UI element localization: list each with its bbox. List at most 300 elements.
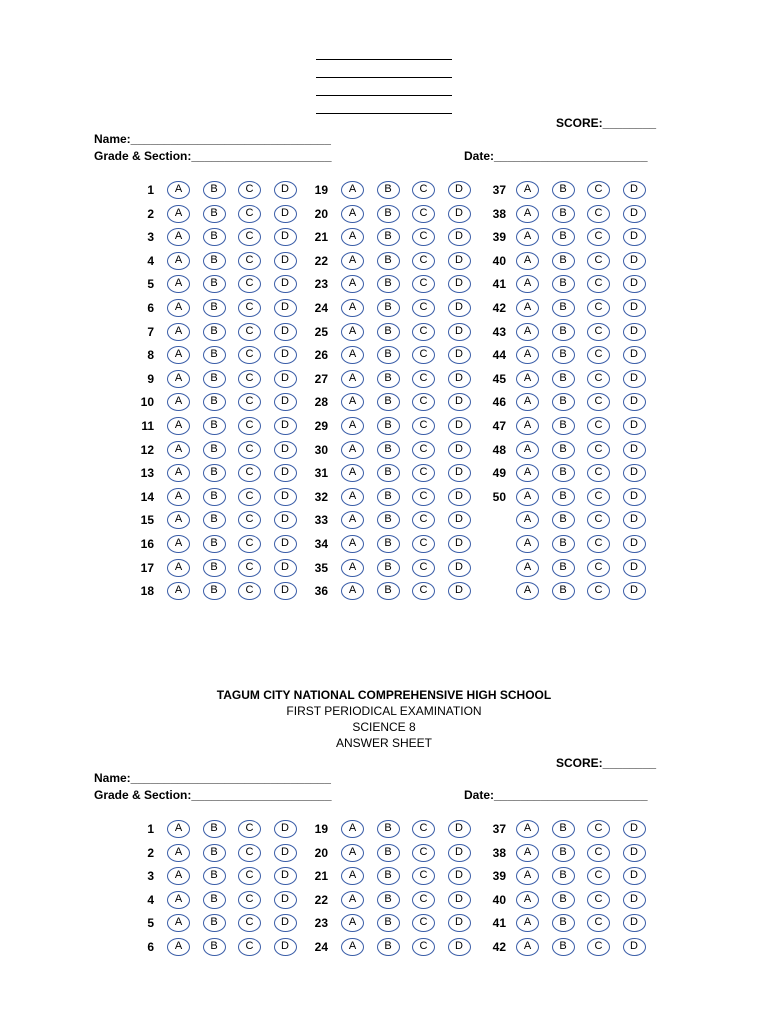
- answer-bubble-b[interactable]: B: [377, 417, 400, 435]
- answer-bubble-b[interactable]: B: [377, 891, 400, 909]
- answer-bubble-a[interactable]: A: [341, 464, 364, 482]
- answer-bubble-d[interactable]: D: [623, 299, 646, 317]
- answer-bubble-d[interactable]: D: [448, 820, 471, 838]
- answer-bubble-a[interactable]: A: [167, 559, 190, 577]
- question-number: 11: [141, 419, 154, 433]
- answer-bubble-b[interactable]: B: [203, 370, 226, 388]
- answer-bubble-d[interactable]: D: [623, 441, 646, 459]
- answer-bubble-d[interactable]: D: [274, 299, 297, 317]
- answer-bubble-d[interactable]: D: [448, 275, 471, 293]
- answer-bubble-a[interactable]: A: [341, 275, 364, 293]
- answer-bubble-d[interactable]: D: [448, 205, 471, 223]
- answer-bubble-a[interactable]: A: [516, 275, 539, 293]
- answer-bubble-c[interactable]: C: [238, 393, 261, 411]
- answer-bubble-d[interactable]: D: [448, 867, 471, 885]
- answer-bubble-b[interactable]: B: [377, 205, 400, 223]
- answer-bubble-d[interactable]: D: [448, 844, 471, 862]
- answer-bubble-c[interactable]: C: [587, 181, 610, 199]
- answer-bubble-d[interactable]: D: [274, 844, 297, 862]
- answer-bubble-c[interactable]: C: [412, 511, 435, 529]
- answer-bubble-a[interactable]: A: [341, 252, 364, 270]
- name-field[interactable]: Name:______________________________: [94, 771, 331, 785]
- grade-section-field[interactable]: Grade & Section:_____________________: [94, 788, 332, 802]
- answer-bubble-c[interactable]: C: [587, 511, 610, 529]
- answer-bubble-a[interactable]: A: [167, 323, 190, 341]
- answer-bubble-d[interactable]: D: [623, 393, 646, 411]
- answer-bubble-b[interactable]: B: [203, 346, 226, 364]
- answer-bubble-c[interactable]: C: [238, 559, 261, 577]
- answer-bubble-d[interactable]: D: [274, 914, 297, 932]
- score-field[interactable]: SCORE:________: [556, 116, 657, 130]
- answer-bubble-c[interactable]: C: [587, 559, 610, 577]
- answer-bubble-c[interactable]: C: [587, 205, 610, 223]
- answer-bubble-a[interactable]: A: [516, 891, 539, 909]
- answer-bubble-b[interactable]: B: [203, 393, 226, 411]
- answer-bubble-c[interactable]: C: [238, 535, 261, 553]
- answer-bubble-a[interactable]: A: [341, 511, 364, 529]
- answer-bubble-b[interactable]: B: [203, 299, 226, 317]
- answer-bubble-a[interactable]: A: [341, 181, 364, 199]
- answer-bubble-b[interactable]: B: [203, 323, 226, 341]
- answer-bubble-d[interactable]: D: [274, 867, 297, 885]
- answer-bubble-d[interactable]: D: [623, 252, 646, 270]
- answer-bubble-c[interactable]: C: [238, 867, 261, 885]
- answer-bubble-d[interactable]: D: [274, 417, 297, 435]
- name-field[interactable]: Name:______________________________: [94, 132, 331, 146]
- answer-bubble-c[interactable]: C: [587, 252, 610, 270]
- answer-bubble-c[interactable]: C: [238, 346, 261, 364]
- answer-bubble-b[interactable]: B: [377, 488, 400, 506]
- answer-bubble-c[interactable]: C: [412, 820, 435, 838]
- answer-bubble-d[interactable]: D: [448, 370, 471, 388]
- answer-bubble-b[interactable]: B: [377, 370, 400, 388]
- answer-bubble-b[interactable]: B: [377, 582, 400, 600]
- answer-bubble-a[interactable]: A: [516, 323, 539, 341]
- answer-bubble-d[interactable]: D: [623, 559, 646, 577]
- answer-bubble-a[interactable]: A: [167, 844, 190, 862]
- answer-bubble-b[interactable]: B: [203, 488, 226, 506]
- answer-bubble-b[interactable]: B: [552, 914, 575, 932]
- answer-bubble-a[interactable]: A: [516, 252, 539, 270]
- answer-bubble-d[interactable]: D: [274, 891, 297, 909]
- answer-bubble-c[interactable]: C: [238, 820, 261, 838]
- answer-bubble-b[interactable]: B: [552, 417, 575, 435]
- answer-bubble-b[interactable]: B: [203, 914, 226, 932]
- answer-bubble-b[interactable]: B: [377, 252, 400, 270]
- answer-bubble-c[interactable]: C: [238, 488, 261, 506]
- answer-bubble-a[interactable]: A: [516, 511, 539, 529]
- answer-bubble-a[interactable]: A: [516, 346, 539, 364]
- answer-bubble-d[interactable]: D: [448, 535, 471, 553]
- answer-bubble-b[interactable]: B: [552, 393, 575, 411]
- answer-bubble-a[interactable]: A: [341, 488, 364, 506]
- date-field[interactable]: Date:_______________________: [464, 788, 648, 802]
- answer-bubble-b[interactable]: B: [552, 299, 575, 317]
- answer-bubble-c[interactable]: C: [587, 275, 610, 293]
- answer-bubble-b[interactable]: B: [203, 891, 226, 909]
- answer-bubble-a[interactable]: A: [341, 582, 364, 600]
- answer-bubble-c[interactable]: C: [412, 938, 435, 956]
- answer-bubble-a[interactable]: A: [341, 891, 364, 909]
- answer-bubble-a[interactable]: A: [167, 464, 190, 482]
- answer-bubble-c[interactable]: C: [412, 181, 435, 199]
- answer-bubble-c[interactable]: C: [238, 844, 261, 862]
- answer-bubble-a[interactable]: A: [341, 559, 364, 577]
- answer-bubble-d[interactable]: D: [448, 441, 471, 459]
- answer-bubble-a[interactable]: A: [516, 370, 539, 388]
- answer-bubble-a[interactable]: A: [167, 441, 190, 459]
- answer-bubble-a[interactable]: A: [516, 205, 539, 223]
- answer-bubble-a[interactable]: A: [516, 820, 539, 838]
- answer-bubble-c[interactable]: C: [412, 914, 435, 932]
- answer-bubble-b[interactable]: B: [377, 844, 400, 862]
- answer-bubble-a[interactable]: A: [516, 181, 539, 199]
- answer-bubble-d[interactable]: D: [623, 844, 646, 862]
- answer-bubble-d[interactable]: D: [623, 275, 646, 293]
- answer-bubble-b[interactable]: B: [203, 205, 226, 223]
- answer-bubble-b[interactable]: B: [377, 393, 400, 411]
- answer-bubble-a[interactable]: A: [516, 228, 539, 246]
- answer-bubble-a[interactable]: A: [341, 867, 364, 885]
- answer-bubble-a[interactable]: A: [516, 914, 539, 932]
- answer-bubble-d[interactable]: D: [274, 464, 297, 482]
- answer-bubble-d[interactable]: D: [623, 417, 646, 435]
- answer-bubble-b[interactable]: B: [203, 181, 226, 199]
- answer-bubble-a[interactable]: A: [516, 417, 539, 435]
- question-number: 35: [314, 560, 328, 575]
- answer-bubble-a[interactable]: A: [167, 582, 190, 600]
- answer-bubble-d[interactable]: D: [274, 535, 297, 553]
- answer-bubble-b[interactable]: B: [203, 228, 226, 246]
- answer-bubble-c[interactable]: C: [412, 370, 435, 388]
- answer-bubble-d[interactable]: D: [448, 488, 471, 506]
- answer-bubble-d[interactable]: D: [448, 582, 471, 600]
- answer-bubble-a[interactable]: A: [516, 535, 539, 553]
- answer-bubble-b[interactable]: B: [377, 559, 400, 577]
- answer-bubble-c[interactable]: C: [412, 464, 435, 482]
- answer-bubble-d[interactable]: D: [448, 417, 471, 435]
- answer-bubble-a[interactable]: A: [516, 844, 539, 862]
- answer-bubble-c[interactable]: C: [587, 464, 610, 482]
- answer-bubble-d[interactable]: D: [274, 275, 297, 293]
- answer-bubble-b[interactable]: B: [377, 346, 400, 364]
- answer-bubble-a[interactable]: A: [167, 346, 190, 364]
- answer-bubble-c[interactable]: C: [238, 181, 261, 199]
- answer-bubble-b[interactable]: B: [552, 535, 575, 553]
- answer-bubble-b[interactable]: B: [552, 559, 575, 577]
- answer-bubble-d[interactable]: D: [623, 464, 646, 482]
- answer-bubble-d[interactable]: D: [448, 914, 471, 932]
- answer-bubble-d[interactable]: D: [448, 559, 471, 577]
- answer-bubble-c[interactable]: C: [587, 582, 610, 600]
- answer-bubble-b[interactable]: B: [203, 535, 226, 553]
- answer-bubble-d[interactable]: D: [623, 488, 646, 506]
- answer-bubble-b[interactable]: B: [377, 938, 400, 956]
- answer-bubble-b[interactable]: B: [552, 181, 575, 199]
- answer-bubble-a[interactable]: A: [341, 393, 364, 411]
- answer-bubble-d[interactable]: D: [274, 938, 297, 956]
- answer-bubble-a[interactable]: A: [341, 417, 364, 435]
- answer-bubble-d[interactable]: D: [448, 511, 471, 529]
- answer-bubble-c[interactable]: C: [587, 346, 610, 364]
- answer-bubble-b[interactable]: B: [552, 582, 575, 600]
- answer-bubble-a[interactable]: A: [341, 346, 364, 364]
- answer-bubble-b[interactable]: B: [552, 441, 575, 459]
- answer-bubble-a[interactable]: A: [341, 938, 364, 956]
- answer-bubble-a[interactable]: A: [341, 299, 364, 317]
- answer-bubble-c[interactable]: C: [587, 417, 610, 435]
- answer-bubble-a[interactable]: A: [167, 511, 190, 529]
- answer-bubble-d[interactable]: D: [448, 228, 471, 246]
- answer-bubble-a[interactable]: A: [167, 417, 190, 435]
- answer-bubble-b[interactable]: B: [552, 205, 575, 223]
- answer-bubble-a[interactable]: A: [341, 228, 364, 246]
- answer-bubble-a[interactable]: A: [341, 844, 364, 862]
- answer-bubble-d[interactable]: D: [623, 891, 646, 909]
- answer-bubble-a[interactable]: A: [516, 488, 539, 506]
- answer-bubble-d[interactable]: D: [623, 938, 646, 956]
- answer-bubble-d[interactable]: D: [623, 205, 646, 223]
- answer-bubble-d[interactable]: D: [448, 252, 471, 270]
- answer-bubble-c[interactable]: C: [238, 370, 261, 388]
- answer-bubble-d[interactable]: D: [448, 323, 471, 341]
- answer-bubble-a[interactable]: A: [167, 252, 190, 270]
- answer-bubble-d[interactable]: D: [623, 181, 646, 199]
- answer-bubble-d[interactable]: D: [623, 228, 646, 246]
- answer-bubble-c[interactable]: C: [412, 346, 435, 364]
- answer-bubble-c[interactable]: C: [412, 323, 435, 341]
- answer-bubble-c[interactable]: C: [587, 535, 610, 553]
- answer-bubble-c[interactable]: C: [238, 228, 261, 246]
- answer-bubble-c[interactable]: C: [587, 891, 610, 909]
- answer-bubble-a[interactable]: A: [516, 559, 539, 577]
- answer-bubble-b[interactable]: B: [377, 441, 400, 459]
- answer-bubble-a[interactable]: A: [167, 891, 190, 909]
- answer-bubble-a[interactable]: A: [167, 181, 190, 199]
- answer-bubble-d[interactable]: D: [448, 938, 471, 956]
- answer-bubble-a[interactable]: A: [516, 582, 539, 600]
- answer-bubble-b[interactable]: B: [552, 228, 575, 246]
- answer-bubble-d[interactable]: D: [623, 867, 646, 885]
- answer-bubble-b[interactable]: B: [203, 417, 226, 435]
- answer-bubble-a[interactable]: A: [516, 938, 539, 956]
- answer-bubble-d[interactable]: D: [274, 252, 297, 270]
- answer-bubble-c[interactable]: C: [587, 844, 610, 862]
- answer-bubble-b[interactable]: B: [377, 323, 400, 341]
- answer-bubble-c[interactable]: C: [238, 417, 261, 435]
- answer-bubble-c[interactable]: C: [238, 299, 261, 317]
- answer-bubble-c[interactable]: C: [238, 205, 261, 223]
- answer-bubble-b[interactable]: B: [552, 488, 575, 506]
- answer-bubble-b[interactable]: B: [203, 867, 226, 885]
- answer-bubble-c[interactable]: C: [587, 820, 610, 838]
- answer-bubble-c[interactable]: C: [412, 393, 435, 411]
- answer-bubble-d[interactable]: D: [623, 914, 646, 932]
- answer-bubble-d[interactable]: D: [623, 346, 646, 364]
- answer-bubble-c[interactable]: C: [412, 488, 435, 506]
- answer-bubble-d[interactable]: D: [623, 323, 646, 341]
- answer-bubble-a[interactable]: A: [167, 393, 190, 411]
- date-field[interactable]: Date:_______________________: [464, 149, 648, 163]
- answer-bubble-c[interactable]: C: [412, 299, 435, 317]
- answer-bubble-b[interactable]: B: [203, 820, 226, 838]
- answer-bubble-b[interactable]: B: [377, 228, 400, 246]
- answer-bubble-d[interactable]: D: [274, 181, 297, 199]
- answer-bubble-b[interactable]: B: [552, 464, 575, 482]
- answer-bubble-d[interactable]: D: [274, 393, 297, 411]
- answer-bubble-b[interactable]: B: [552, 511, 575, 529]
- grade-section-field[interactable]: Grade & Section:_____________________: [94, 149, 332, 163]
- answer-bubble-c[interactable]: C: [238, 275, 261, 293]
- answer-bubble-a[interactable]: A: [341, 205, 364, 223]
- answer-bubble-b[interactable]: B: [377, 535, 400, 553]
- answer-bubble-b[interactable]: B: [377, 181, 400, 199]
- answer-bubble-b[interactable]: B: [203, 582, 226, 600]
- question-number: 47: [492, 419, 506, 433]
- answer-bubble-d[interactable]: D: [623, 535, 646, 553]
- answer-bubble-c[interactable]: C: [238, 323, 261, 341]
- answer-bubble-b[interactable]: B: [377, 511, 400, 529]
- answer-bubble-a[interactable]: A: [341, 535, 364, 553]
- answer-bubble-c[interactable]: C: [587, 867, 610, 885]
- answer-bubble-a[interactable]: A: [516, 867, 539, 885]
- answer-bubble-c[interactable]: C: [412, 559, 435, 577]
- answer-bubble-a[interactable]: A: [167, 938, 190, 956]
- answer-bubble-a[interactable]: A: [167, 820, 190, 838]
- answer-bubble-d[interactable]: D: [274, 346, 297, 364]
- answer-bubble-d[interactable]: D: [274, 559, 297, 577]
- answer-bubble-c[interactable]: C: [238, 511, 261, 529]
- answer-bubble-a[interactable]: A: [341, 370, 364, 388]
- answer-bubble-d[interactable]: D: [448, 464, 471, 482]
- answer-bubble-b[interactable]: B: [203, 275, 226, 293]
- answer-bubble-a[interactable]: A: [167, 370, 190, 388]
- answer-bubble-c[interactable]: C: [412, 275, 435, 293]
- answer-bubble-c[interactable]: C: [587, 323, 610, 341]
- answer-bubble-b[interactable]: B: [552, 323, 575, 341]
- answer-bubble-b[interactable]: B: [203, 938, 226, 956]
- answer-bubble-c[interactable]: C: [412, 441, 435, 459]
- answer-bubble-c[interactable]: C: [412, 844, 435, 862]
- answer-bubble-a[interactable]: A: [516, 464, 539, 482]
- answer-bubble-c[interactable]: C: [238, 938, 261, 956]
- answer-bubble-b[interactable]: B: [552, 252, 575, 270]
- answer-bubble-c[interactable]: C: [587, 393, 610, 411]
- answer-bubble-d[interactable]: D: [274, 511, 297, 529]
- answer-bubble-b[interactable]: B: [203, 252, 226, 270]
- answer-bubble-b[interactable]: B: [552, 867, 575, 885]
- answer-bubble-a[interactable]: A: [167, 488, 190, 506]
- answer-bubble-b[interactable]: B: [552, 891, 575, 909]
- answer-bubble-c[interactable]: C: [587, 488, 610, 506]
- answer-bubble-d[interactable]: D: [448, 299, 471, 317]
- answer-bubble-c[interactable]: C: [238, 441, 261, 459]
- answer-bubble-a[interactable]: A: [341, 323, 364, 341]
- answer-bubble-b[interactable]: B: [203, 511, 226, 529]
- answer-bubble-d[interactable]: D: [448, 393, 471, 411]
- answer-bubble-c[interactable]: C: [238, 252, 261, 270]
- answer-bubble-b[interactable]: B: [552, 346, 575, 364]
- answer-bubble-b[interactable]: B: [377, 867, 400, 885]
- answer-bubble-c[interactable]: C: [587, 441, 610, 459]
- answer-bubble-d[interactable]: D: [448, 181, 471, 199]
- answer-bubble-a[interactable]: A: [167, 867, 190, 885]
- answer-bubble-b[interactable]: B: [552, 938, 575, 956]
- answer-bubble-d[interactable]: D: [274, 488, 297, 506]
- answer-bubble-c[interactable]: C: [412, 228, 435, 246]
- answer-bubble-a[interactable]: A: [516, 299, 539, 317]
- answer-bubble-d[interactable]: D: [274, 370, 297, 388]
- answer-bubble-d[interactable]: D: [274, 820, 297, 838]
- answer-bubble-a[interactable]: A: [167, 228, 190, 246]
- answer-bubble-b[interactable]: B: [377, 820, 400, 838]
- answer-bubble-c[interactable]: C: [412, 891, 435, 909]
- answer-bubble-c[interactable]: C: [412, 417, 435, 435]
- answer-bubble-b[interactable]: B: [552, 275, 575, 293]
- answer-bubble-d[interactable]: D: [274, 323, 297, 341]
- answer-bubble-a[interactable]: A: [516, 441, 539, 459]
- answer-bubble-a[interactable]: A: [167, 275, 190, 293]
- answer-bubble-c[interactable]: C: [238, 464, 261, 482]
- answer-bubble-d[interactable]: D: [623, 582, 646, 600]
- answer-bubble-c[interactable]: C: [238, 914, 261, 932]
- answer-bubble-a[interactable]: A: [167, 299, 190, 317]
- answer-bubble-a[interactable]: A: [516, 393, 539, 411]
- score-field[interactable]: SCORE:________: [556, 756, 657, 770]
- answer-bubble-c[interactable]: C: [412, 252, 435, 270]
- answer-bubble-a[interactable]: A: [167, 914, 190, 932]
- answer-bubble-c[interactable]: C: [587, 914, 610, 932]
- answer-bubble-b[interactable]: B: [203, 559, 226, 577]
- answer-bubble-a[interactable]: A: [341, 820, 364, 838]
- answer-bubble-b[interactable]: B: [203, 844, 226, 862]
- answer-bubble-c[interactable]: C: [412, 205, 435, 223]
- answer-bubble-d[interactable]: D: [274, 582, 297, 600]
- answer-bubble-a[interactable]: A: [341, 441, 364, 459]
- answer-bubble-b[interactable]: B: [552, 370, 575, 388]
- answer-bubble-a[interactable]: A: [167, 535, 190, 553]
- question-number: 38: [492, 206, 506, 221]
- answer-bubble-c[interactable]: C: [587, 938, 610, 956]
- answer-bubble-a[interactable]: A: [341, 914, 364, 932]
- answer-bubble-b[interactable]: B: [552, 844, 575, 862]
- answer-bubble-d[interactable]: D: [448, 346, 471, 364]
- answer-bubble-c[interactable]: C: [587, 228, 610, 246]
- answer-bubble-b[interactable]: B: [203, 464, 226, 482]
- answer-bubble-d[interactable]: D: [274, 205, 297, 223]
- answer-bubble-d[interactable]: D: [448, 891, 471, 909]
- answer-bubble-c[interactable]: C: [412, 535, 435, 553]
- answer-bubble-d[interactable]: D: [274, 441, 297, 459]
- answer-bubble-d[interactable]: D: [274, 228, 297, 246]
- answer-bubble-b[interactable]: B: [203, 441, 226, 459]
- answer-bubble-b[interactable]: B: [377, 464, 400, 482]
- answer-bubble-d[interactable]: D: [623, 820, 646, 838]
- answer-bubble-d[interactable]: D: [623, 511, 646, 529]
- answer-bubble-b[interactable]: B: [377, 299, 400, 317]
- answer-bubble-c[interactable]: C: [238, 582, 261, 600]
- answer-bubble-b[interactable]: B: [552, 820, 575, 838]
- answer-bubble-c[interactable]: C: [412, 867, 435, 885]
- answer-bubble-c[interactable]: C: [587, 299, 610, 317]
- answer-bubble-a[interactable]: A: [167, 205, 190, 223]
- answer-bubble-c[interactable]: C: [412, 582, 435, 600]
- answer-bubble-c[interactable]: C: [238, 891, 261, 909]
- answer-bubble-c[interactable]: C: [587, 370, 610, 388]
- answer-bubble-b[interactable]: B: [377, 275, 400, 293]
- answer-bubble-b[interactable]: B: [377, 914, 400, 932]
- answer-bubble-d[interactable]: D: [623, 370, 646, 388]
